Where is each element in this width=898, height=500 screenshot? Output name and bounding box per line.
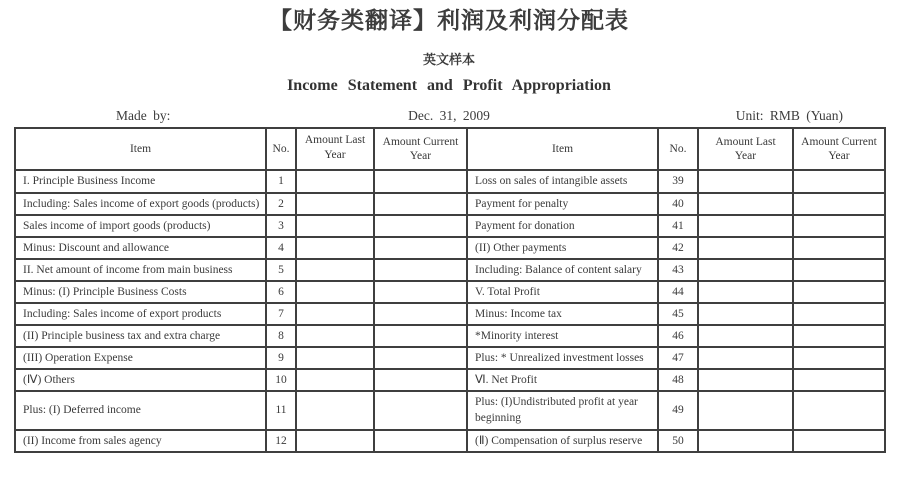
item-cell: (Ⅳ) Others bbox=[15, 369, 266, 391]
amount-current-cell bbox=[374, 369, 467, 391]
item-cell: II. Net amount of income from main business bbox=[15, 259, 266, 281]
amount-last-cell bbox=[698, 325, 793, 347]
no-cell: 10 bbox=[266, 369, 296, 391]
col-header-amount-current-left: Amount Current Year bbox=[374, 128, 467, 170]
no-cell: 42 bbox=[658, 237, 698, 259]
item-cell: V. Total Profit bbox=[467, 281, 658, 303]
amount-last-cell bbox=[698, 237, 793, 259]
col-header-amount-current-right: Amount Current Year bbox=[793, 128, 885, 170]
table-row bbox=[15, 259, 885, 281]
item-cell: Plus: (I)Undistributed profit at year beginning bbox=[467, 391, 658, 429]
no-cell: 7 bbox=[266, 303, 296, 325]
table-row bbox=[15, 303, 885, 325]
no-cell: 45 bbox=[658, 303, 698, 325]
no-cell: 9 bbox=[266, 347, 296, 369]
item-cell: (II) Other payments bbox=[467, 237, 658, 259]
amount-current-cell bbox=[374, 281, 467, 303]
item-cell: Plus: (I) Deferred income bbox=[15, 391, 266, 429]
col-header-no-left: No. bbox=[266, 128, 296, 170]
meta-row bbox=[0, 108, 898, 125]
amount-current-cell bbox=[374, 259, 467, 281]
date-label: Dec. 31, 2009 bbox=[408, 108, 490, 124]
item-cell: Ⅵ. Net Profit bbox=[467, 369, 658, 391]
table-row bbox=[15, 430, 885, 452]
table-row bbox=[15, 325, 885, 347]
col-header-item-left: Item bbox=[15, 128, 266, 170]
amount-current-cell bbox=[374, 237, 467, 259]
amount-current-cell bbox=[374, 325, 467, 347]
amount-current-cell bbox=[793, 259, 885, 281]
amount-current-cell bbox=[793, 430, 885, 452]
item-cell: Minus: (I) Principle Business Costs bbox=[15, 281, 266, 303]
amount-current-cell bbox=[793, 303, 885, 325]
amount-current-cell bbox=[374, 215, 467, 237]
no-cell: 5 bbox=[266, 259, 296, 281]
amount-last-cell bbox=[296, 259, 374, 281]
amount-last-cell bbox=[296, 281, 374, 303]
amount-current-cell bbox=[374, 391, 467, 429]
col-header-no-right: No. bbox=[658, 128, 698, 170]
amount-last-cell bbox=[698, 391, 793, 429]
no-cell: 49 bbox=[658, 391, 698, 429]
no-cell: 47 bbox=[658, 347, 698, 369]
item-cell: (II) Income from sales agency bbox=[15, 430, 266, 452]
made-by-label: Made by: bbox=[116, 108, 171, 124]
amount-last-cell bbox=[698, 369, 793, 391]
amount-current-cell bbox=[793, 237, 885, 259]
table-row bbox=[15, 170, 885, 192]
item-cell: (Ⅱ) Compensation of surplus reserve bbox=[467, 430, 658, 452]
table-row bbox=[15, 193, 885, 215]
table-row bbox=[15, 391, 885, 429]
table-row bbox=[15, 281, 885, 303]
item-cell: Including: Sales income of export products bbox=[15, 303, 266, 325]
item-cell: Payment for donation bbox=[467, 215, 658, 237]
no-cell: 12 bbox=[266, 430, 296, 452]
no-cell: 8 bbox=[266, 325, 296, 347]
amount-last-cell bbox=[296, 325, 374, 347]
amount-current-cell bbox=[374, 303, 467, 325]
amount-last-cell bbox=[296, 430, 374, 452]
col-header-amount-last-right: Amount Last Year bbox=[698, 128, 793, 170]
amount-current-cell bbox=[793, 215, 885, 237]
col-header-amount-last-left: Amount Last Year bbox=[296, 128, 374, 170]
amount-last-cell bbox=[296, 369, 374, 391]
amount-last-cell bbox=[296, 391, 374, 429]
amount-current-cell bbox=[374, 347, 467, 369]
amount-last-cell bbox=[698, 193, 793, 215]
amount-last-cell bbox=[296, 237, 374, 259]
amount-last-cell bbox=[296, 347, 374, 369]
amount-last-cell bbox=[698, 215, 793, 237]
no-cell: 1 bbox=[266, 170, 296, 192]
no-cell: 2 bbox=[266, 193, 296, 215]
english-title: Income Statement and Profit Appropriation bbox=[287, 77, 611, 95]
no-cell: 40 bbox=[658, 193, 698, 215]
table-row bbox=[15, 237, 885, 259]
item-cell: Sales income of import goods (products) bbox=[15, 215, 266, 237]
amount-last-cell bbox=[698, 281, 793, 303]
table-row bbox=[15, 347, 885, 369]
amount-last-cell bbox=[296, 215, 374, 237]
amount-last-cell bbox=[698, 170, 793, 192]
item-cell: Payment for penalty bbox=[467, 193, 658, 215]
amount-current-cell bbox=[793, 325, 885, 347]
income-statement-table bbox=[14, 127, 886, 452]
amount-last-cell bbox=[296, 170, 374, 192]
amount-current-cell bbox=[793, 391, 885, 429]
amount-current-cell bbox=[793, 193, 885, 215]
amount-last-cell bbox=[698, 430, 793, 452]
col-header-item-right: Item bbox=[467, 128, 658, 170]
unit-label: Unit: RMB (Yuan) bbox=[735, 108, 843, 124]
amount-current-cell bbox=[793, 347, 885, 369]
item-cell: *Minority interest bbox=[467, 325, 658, 347]
table-row bbox=[15, 215, 885, 237]
amount-last-cell bbox=[296, 193, 374, 215]
item-cell: I. Principle Business Income bbox=[15, 170, 266, 192]
no-cell: 3 bbox=[266, 215, 296, 237]
no-cell: 11 bbox=[266, 391, 296, 429]
table-row bbox=[15, 369, 885, 391]
amount-last-cell bbox=[698, 303, 793, 325]
item-cell: Including: Sales income of export goods (products) bbox=[15, 193, 266, 215]
item-cell: Minus: Discount and allowance bbox=[15, 237, 266, 259]
no-cell: 43 bbox=[658, 259, 698, 281]
amount-current-cell bbox=[374, 430, 467, 452]
amount-last-cell bbox=[698, 259, 793, 281]
no-cell: 46 bbox=[658, 325, 698, 347]
amount-current-cell bbox=[793, 369, 885, 391]
item-cell: Plus: * Unrealized investment losses bbox=[467, 347, 658, 369]
item-cell: (III) Operation Expense bbox=[15, 347, 266, 369]
no-cell: 44 bbox=[658, 281, 698, 303]
no-cell: 4 bbox=[266, 237, 296, 259]
item-cell: (II) Principle business tax and extra charge bbox=[15, 325, 266, 347]
item-cell: Including: Balance of content salary bbox=[467, 259, 658, 281]
amount-current-cell bbox=[793, 281, 885, 303]
item-cell: Loss on sales of intangible assets bbox=[467, 170, 658, 192]
no-cell: 48 bbox=[658, 369, 698, 391]
no-cell: 6 bbox=[266, 281, 296, 303]
no-cell: 50 bbox=[658, 430, 698, 452]
item-cell: Minus: Income tax bbox=[467, 303, 658, 325]
amount-last-cell bbox=[296, 303, 374, 325]
amount-current-cell bbox=[374, 170, 467, 192]
amount-current-cell bbox=[374, 193, 467, 215]
no-cell: 41 bbox=[658, 215, 698, 237]
no-cell: 39 bbox=[658, 170, 698, 192]
amount-current-cell bbox=[793, 170, 885, 192]
amount-last-cell bbox=[698, 347, 793, 369]
page-title: 【财务类翻译】利润及利润分配表 bbox=[269, 8, 629, 33]
subtitle: 英文样本 bbox=[422, 52, 475, 68]
header-row bbox=[15, 128, 885, 170]
